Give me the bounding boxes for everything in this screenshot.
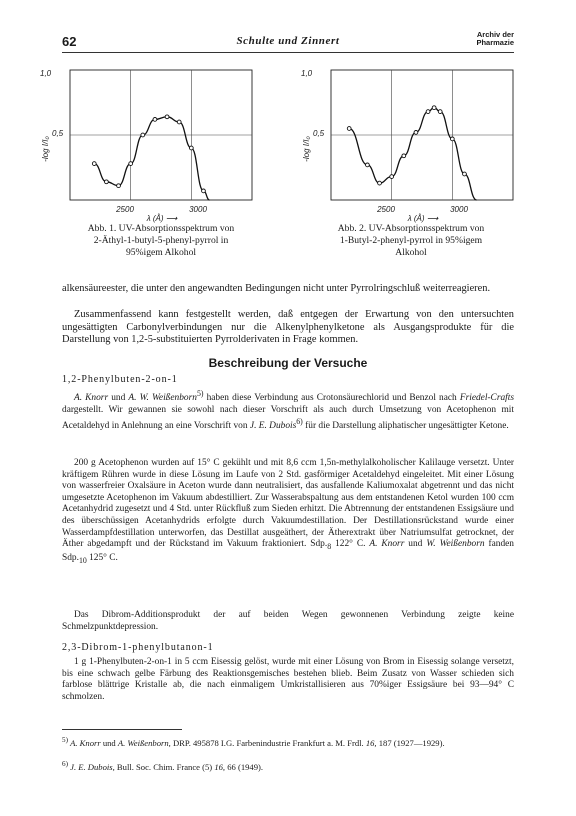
subsection-1-heading: 1,2-Phenylbuten-2-on-1: [62, 374, 178, 385]
author-weissenborn: A. W. Weißenborn: [128, 393, 197, 404]
figure-2-ytick-mid: 0,5: [313, 129, 325, 138]
figure-2-caption-line1: Abb. 2. UV-Absorptionsspektrum von: [337, 223, 485, 234]
figure-2-caption-line3: Alkohol: [395, 246, 427, 258]
figure-1-caption-line3: 95%igem Alkohol: [125, 246, 197, 258]
footnote-mark: 6): [62, 760, 68, 768]
data-point: [129, 162, 133, 166]
figure-1-ytick-top: 1,0: [40, 69, 52, 78]
data-point: [450, 137, 454, 141]
page-number: 62: [62, 34, 77, 49]
figure-1-caption-line1: Abb. 1. UV-Absorptionsspektrum von: [87, 223, 235, 234]
spectrum-curve: [349, 108, 476, 200]
data-point: [414, 131, 418, 135]
paragraph-summary: Zusammenfassend kann festgestellt werden, daß entgegen der Erwartung von den untersuchten ungesättigten Carbonylverbindungen nur die Alkenylphenylketone als Ausgangsprodukte für die Darstellung von 1,2-5-substituierten Pyrrolderivaten in Frage kommen.: [62, 309, 514, 346]
text-run: 200 g Acetophenon wurden auf 15° C gekühlt und mit 8,6 ccm 1,5n-methylalkoholischer Kalilauge versetzt. Unter kräftigem Rühren wurde in diese Lösung im Laufe von 2 Std. gasförmiger Acetaldehyd eingeleitet. Mit einer Lösung von wasserfreier Oxalsäure in Aceton wurde dann neutralisiert, das ausfallende Kaliumoxalat abgetrennt und das nicht umgesetzte Acetophenon im Vakuum abdestilliert. Zur Wasserabspaltung aus dem entstandenen Ketol wurden 100 ccm Acetanhydrid zugesetzt und 4 Std. unter Rückfluß zum Sieden erhitzt. Die Abtrennung der entstandenen Essigsäure und des überschüssigen Acetanhydrids erfolgte durch Vakuumdestillation. Der Destillationsrückstand wurde einer Wasserdampfdestillation unterworfen, das Destillat ausgeäthert, der Ätherextrakt über Natriumsulfat getrocknet, der Äther abgedampft und der Rückstand im Vakuum fraktioniert. Sdp.: [62, 458, 514, 550]
author-weissenborn: W. Weißenborn: [426, 539, 485, 550]
journal-name-line1: Archiv der: [476, 30, 514, 39]
subsection-1-paragraph-2: [62, 458, 514, 566]
data-point: [202, 189, 206, 193]
subscript: 10: [78, 555, 87, 565]
volume: 16,: [365, 737, 377, 748]
text-run: für die Darstellung aliphatischer ungesättigter Ketone.: [302, 421, 509, 432]
data-point: [438, 110, 442, 114]
data-point: [463, 172, 467, 176]
figure-1-caption: [54, 223, 268, 258]
text-und: und: [404, 539, 427, 550]
subsection-2-heading: 2,3-Dibrom-1-phenylbutanon-1: [62, 642, 214, 653]
text-run: dargestellt. Wir gewannen sie sowohl nach dieser Vorschrift als auch durch Umsetzung von Acetophenon mit Acetaldehyd in Anlehnung an eine Vorschrift von: [62, 404, 514, 432]
data-point: [165, 115, 169, 119]
text-run: DRP. 495878 I.G. Farbenindustrie Frankfurt a. M. Frdl.: [170, 737, 366, 748]
figure-2-ytick-top: 1,0: [301, 69, 313, 78]
data-point: [432, 106, 436, 110]
header-rule: [62, 52, 514, 53]
figure-2-ylabel: -log I/I₀: [302, 136, 311, 162]
text-run: 125° C.: [86, 552, 118, 563]
data-point: [92, 162, 96, 166]
method-friedel-crafts: Friedel-Crafts: [459, 393, 515, 404]
data-point: [347, 127, 351, 131]
author: J. E. Dubois,: [70, 761, 115, 772]
data-point: [117, 184, 121, 188]
data-point: [426, 110, 430, 114]
text-und: und: [108, 393, 129, 404]
subsection-1-paragraph-3: Das Dibrom-Additionsprodukt der auf beiden Wegen gewonnenen Verbindung zeigte keine Schmelzpunktdepression.: [62, 610, 514, 632]
figure-1-xtick-3000: 3000: [189, 205, 207, 214]
data-point: [189, 146, 193, 150]
author-dubois: J. E. Dubois: [249, 421, 297, 432]
footnote-ref-6: 6): [296, 417, 303, 427]
footnote-rule: [62, 729, 182, 730]
data-point: [105, 180, 109, 184]
figure-1-ytick-mid: 0,5: [52, 129, 64, 138]
subsection-1-paragraph-1: [62, 388, 514, 433]
running-title: Schulte und Zinnert: [236, 35, 340, 47]
figure-1-caption-line2: 2-Äthyl-1-butyl-5-phenyl-pyrrol in: [93, 234, 229, 246]
footnote-6: [62, 759, 514, 773]
data-point: [366, 163, 370, 167]
text-run: 187 (1927—1929).: [376, 737, 445, 748]
journal-name-line2: Pharmazie: [476, 38, 514, 47]
subscript: 8: [327, 542, 332, 552]
text-run: 66 (1949).: [225, 761, 264, 772]
text-run: haben diese Verbindung aus Crotonsäurechlorid und Benzol nach: [203, 393, 460, 404]
text-run: 122° C.: [331, 539, 370, 550]
figure-2-xtick-2500: 2500: [377, 205, 395, 214]
page-header: [62, 30, 514, 50]
author-knorr: A. Knorr: [369, 539, 405, 550]
data-point: [141, 133, 145, 137]
paragraph-continuation: alkensäureester, die unter den angewandten Bedingungen nicht unter Pyrrolringschluß weiterreagieren.: [62, 283, 491, 294]
text-run: fanden Sdp.: [62, 539, 514, 563]
author: A. Weißenborn,: [117, 737, 171, 748]
footnote-5: [62, 735, 514, 749]
footnote-ref-5: 5): [196, 389, 204, 398]
footnote-mark: 5): [62, 736, 68, 744]
volume: 16,: [214, 761, 226, 772]
figure-1-spectrum: [34, 64, 266, 222]
section-heading: Beschreibung der Versuche: [208, 356, 368, 370]
figure-2-caption: [304, 223, 518, 258]
data-point: [402, 154, 406, 158]
figure-2-spectrum: [295, 64, 527, 222]
figure-2-xlabel: λ (Å) ⟶: [407, 214, 439, 223]
data-point: [153, 118, 157, 122]
figure-1-xlabel: λ (Å) ⟶: [146, 214, 178, 223]
figure-2-xtick-3000: 3000: [450, 205, 468, 214]
data-point: [177, 120, 181, 124]
figure-2-caption-line2: 1-Butyl-2-phenyl-pyrrol in 95%igem: [339, 234, 483, 246]
data-point: [378, 181, 382, 185]
text-run: Bull. Soc. Chim. France (5): [114, 761, 215, 772]
figure-1-xtick-2500: 2500: [116, 205, 134, 214]
author-knorr: A. Knorr: [74, 393, 109, 404]
text-und: und: [100, 737, 118, 748]
subsection-2-paragraph-1: 1 g 1-Phenylbuten-2-on-1 in 5 ccm Eisessig gelöst, wurde mit einer Lösung von Brom in Eisessig solange versetzt, bis eine schwach gelbe Färbung des Reaktionsgemisches bestehen blieb. Beim Zusatz von Wasser schieden sich farblose blättrige Kristalle ab, die nach einmaligem Umkristallisieren aus 70%iger Essigsäure bei 93—94° C schmolzen.: [62, 657, 514, 702]
spectrum-curve: [94, 117, 209, 200]
figure-1-ylabel: -log I/I₀: [41, 136, 50, 162]
author: A. Knorr: [70, 737, 101, 748]
data-point: [390, 175, 394, 179]
journal-name: [476, 31, 514, 47]
